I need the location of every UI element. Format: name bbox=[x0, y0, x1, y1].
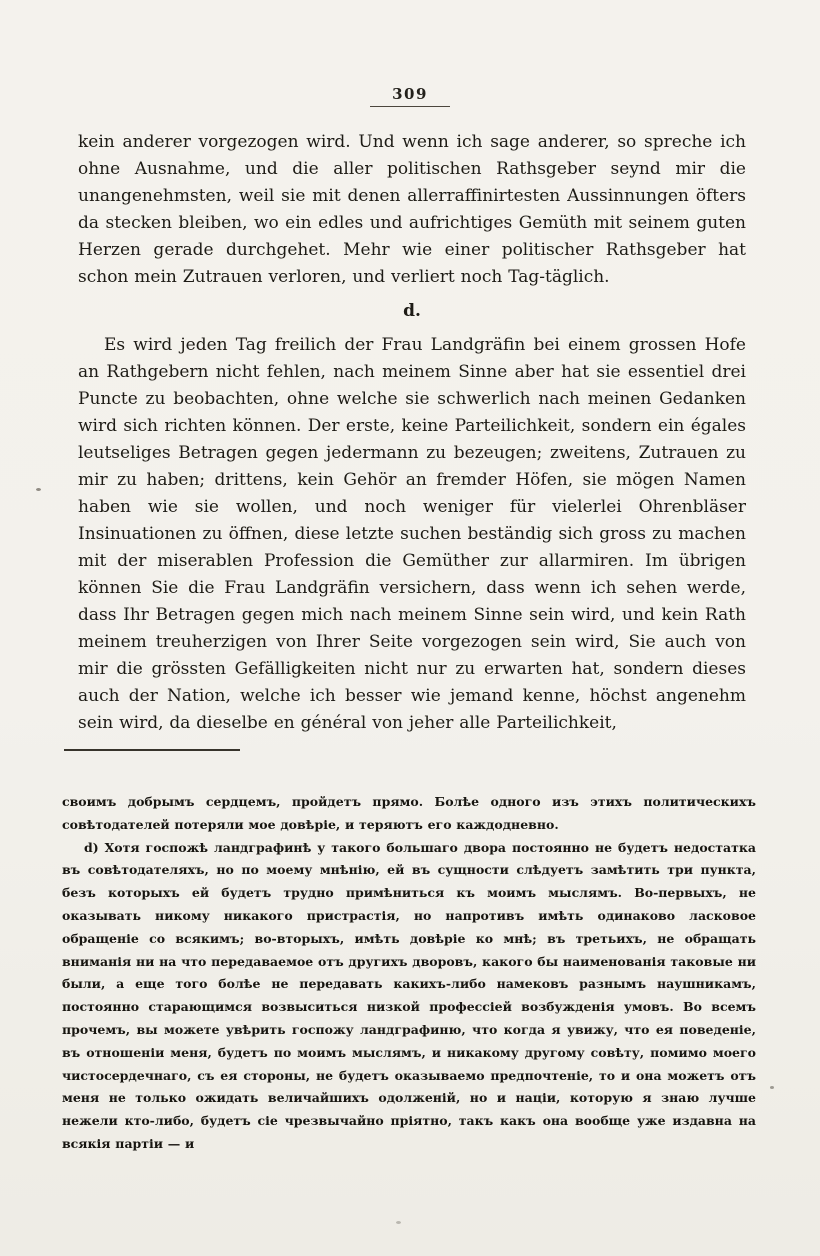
page-header bbox=[0, 84, 820, 107]
footnote-russian-continuation: своимъ добрымъ сердцемъ, пройдетъ прямо. Болѣе одного изъ этихъ политическихъ совѣтодателей потеряли мое довѣріе, и теряютъ его каждодневно. bbox=[62, 794, 756, 832]
scan-artifact bbox=[36, 488, 41, 491]
main-text-block bbox=[78, 129, 746, 737]
footnote-separator bbox=[64, 749, 240, 751]
paragraph-german-continuation: kein anderer vorgezogen wird. Und wenn ich sage anderer, so spreche ich ohne Ausnahme, und die aller politischen Rathsgeber seynd mir die unangenehmsten, weil sie mit denen allerraffinirtesten Aussinnungen öfters da stecken bleiben, wo ein edles und aufrichtiges Gemüth mit seinem guten Herzen gerade durchgehet. Mehr wie einer politischer Rathsgeber hat schon mein Zutrauen verloren, und verliert noch Tag-täglich. bbox=[78, 132, 746, 287]
section-label: d. bbox=[403, 301, 421, 321]
footnote-russian-section-d: d) Хотя госпожѣ ландграфинѣ у такого большаго двора постоянно не будетъ недостатка въ совѣтодателяхъ, но по моему мнѣнію, ей въ сущности слѣдуетъ замѣтить три пункта, безъ которыхъ ей будетъ трудно примѣниться къ моимъ мыслямъ. Во-первыхъ, не оказывать никому никакого пристрастія, но напротивъ имѣть одинаково ласковое обращеніе со всякимъ; во-вторыхъ, имѣть довѣріе ко мнѣ; въ третьихъ, не обращать вниманія ни на что передаваемое отъ другихъ дворовъ, какого бы наименованія таковые ни были, а еще того болѣе не передавать какихъ-либо намековъ разнымъ наушникамъ, постоянно старающимся возвыситься низкой профессіей возбужденія умовъ. Во всемъ прочемъ, вы можете увѣрить госпожу ландграфиню, что когда я увижу, что ея поведеніе, въ отношеніи меня, будетъ по моимъ мыслямъ, и никакому другому совѣту, помимо моего чистосердечнаго, съ ея стороны, не будетъ оказываемо предпочтеніе, то и она можетъ отъ меня не только ожидать величайшихъ одолженій, но и націи, которую я знаю лучше нежели кто-либо, будетъ сіе чрезвычайно пріятно, такъ какъ она вообще уже издавна на всякія партіи — и bbox=[62, 839, 756, 1151]
footnote-block bbox=[62, 791, 756, 1156]
page-number: 309 bbox=[370, 85, 450, 107]
scan-artifact bbox=[396, 1221, 401, 1224]
paragraph-german-section-d: Es wird jeden Tag freilich der Frau Landgräfin bei einem grossen Hofe an Rathgebern nicht fehlen, nach meinem Sinne aber hat sie essentiel drei Puncte zu beobachten, ohne welche sie schwerlich nach meinen Gedanken wird sich richten können. Der erste, keine Parteilichkeit, sondern ein égales leutseliges Betragen gegen jedermann zu bezeugen; zweitens, Zutrauen zu mir zu haben; drittens, kein Gehör an fremder Höfen, sie mögen Namen haben wie sie wollen, und noch weniger für vielerlei Ohrenbläser Insinuationen zu öffnen, diese letzte suchen beständig sich gross zu machen mit der miserablen Profession die Gemüther zur allarmiren. Im übrigen können Sie die Frau Landgräfin versichern, dass wenn ich sehen werde, dass Ihr Betragen gegen mich nach meinem Sinne sein wird, und kein Rath meinem treuherzigen von Ihrer Seite vorgezogen sein wird, Sie auch von mir die grössten Gefälligkeiten nicht nur zu erwarten hat, sondern dieses auch der Nation, welche ich besser wie jemand kenne, höchst angenehm sein wird, da dieselbe en général von jeher alle Parteilichkeit, bbox=[78, 335, 746, 733]
scan-artifact bbox=[770, 1086, 774, 1089]
